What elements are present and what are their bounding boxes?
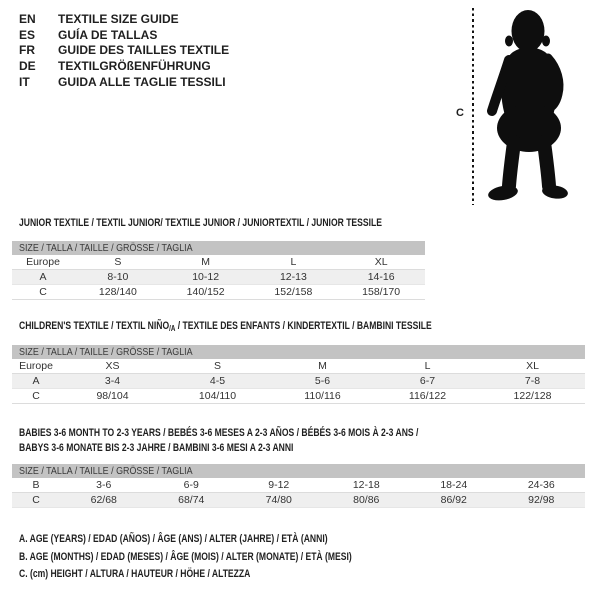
size-cell: XS [60,359,165,374]
size-header-text: SIZE / TALLA / TAILLE / GRÖSSE / TAGLIA [19,242,193,254]
size-cell: 12-18 [323,478,411,493]
table-row [12,493,585,508]
size-header-row [12,345,585,359]
section-title-babies [19,426,531,456]
row-label: B [12,478,60,493]
language-row-es [19,27,229,43]
table-row [12,270,425,285]
size-cell: 98/104 [60,389,165,404]
language-code: ES [19,27,36,42]
size-header-text: SIZE / TALLA / TAILLE / GRÖSSE / TAGLIA [19,465,193,477]
legend-text: A. AGE (YEARS) / EDAD (AÑOS) / ÂGE (ANS) / ALTER (JAHRE) / ETÀ (ANNI) [19,533,328,545]
legend-line-b [19,551,446,569]
title-subscript: /A [169,324,176,333]
size-cell: 24-36 [498,478,586,493]
size-cell: 6-9 [148,478,236,493]
language-label: GUÍA DE TALLAS [58,27,158,42]
size-cell: 18-24 [410,478,498,493]
language-code: EN [19,11,36,26]
size-header-bar [12,345,585,359]
section-title-text [19,320,432,335]
size-header-text: SIZE / TALLA / TAILLE / GRÖSSE / TAGLIA [19,346,193,358]
size-cell: 116/122 [375,389,480,404]
children-size-table [12,345,585,404]
title-part: CHILDREN'S TEXTILE / TEXTIL NIÑO [19,320,170,332]
table-row [12,374,585,389]
row-label: C [12,285,74,300]
size-cell: 7-8 [480,374,585,389]
size-cell: 158/170 [337,285,425,300]
size-cell: 128/140 [74,285,162,300]
size-cell: 152/158 [250,285,338,300]
baby-silhouette-icon [478,0,588,205]
size-cell: 140/152 [162,285,250,300]
language-label: TEXTILE SIZE GUIDE [58,11,179,26]
language-label: GUIDE DES TAILLES TEXTILE [58,43,230,58]
size-cell: XL [337,255,425,270]
size-cell: 3-6 [60,478,148,493]
size-cell: L [250,255,338,270]
row-label: Europe [12,359,60,374]
size-cell: L [375,359,480,374]
section-title-junior [19,217,484,229]
title-part: / TEXTILE DES ENFANTS / KINDERTEXTIL / BAMBINI TESSILE [175,320,432,332]
size-cell: 3-4 [60,374,165,389]
language-code: FR [19,43,35,58]
size-cell: 74/80 [235,493,323,508]
size-cell: 6-7 [375,374,480,389]
size-cell: 86/92 [410,493,498,508]
language-row-fr [19,42,229,58]
language-label: TEXTILGRÖßENFÜHRUNG [58,58,211,73]
legend-text: C. (cm) HEIGHT / ALTURA / HAUTEUR / HÖHE / ALTEZZA [19,568,251,580]
row-label: C [12,493,60,508]
row-label: A [12,270,74,285]
size-cell: 14-16 [337,270,425,285]
language-row-de [19,58,229,74]
language-label: GUIDA ALLE TAGLIE TESSILI [58,74,226,89]
size-cell: 62/68 [60,493,148,508]
size-cell: 12-13 [250,270,338,285]
size-cell: 5-6 [270,374,375,389]
babies-size-table [12,464,585,508]
size-cell: M [270,359,375,374]
row-label: C [12,389,60,404]
language-row-en [19,11,229,27]
table-row [12,285,425,300]
row-label: A [12,374,60,389]
size-cell: XL [480,359,585,374]
table-row [12,389,585,404]
size-cell: M [162,255,250,270]
size-header-bar [12,464,585,478]
language-list [19,11,229,89]
size-cell: 122/128 [480,389,585,404]
section-title-text: JUNIOR TEXTILE / TEXTIL JUNIOR/ TEXTILE JUNIOR / JUNIORTEXTIL / JUNIOR TESSILE [19,217,382,229]
legend-text: B. AGE (MONTHS) / EDAD (MESES) / ÂGE (MOIS) / ALTER (MONATE) / ETÀ (MESI) [19,550,352,563]
table-row [12,359,585,374]
table-row [12,255,425,270]
size-cell: 80/86 [323,493,411,508]
size-cell: 104/110 [165,389,270,404]
size-cell: 110/116 [270,389,375,404]
size-cell: 4-5 [165,374,270,389]
language-code: DE [19,58,36,73]
size-cell: 8-10 [74,270,162,285]
section-title-line1: BABIES 3-6 MONTH TO 2-3 YEARS / BEBÉS 3-6 MESES A 2-3 AÑOS / BÉBÉS 3-6 MOIS À 2-3 ANS / [19,427,419,439]
legend-line-a [19,533,446,551]
language-row-it [19,74,229,90]
table-row [12,478,585,493]
size-cell: 92/98 [498,493,586,508]
height-measure-dotted-line [472,8,474,205]
size-cell: S [74,255,162,270]
measurement-legend [19,533,446,586]
size-cell: S [165,359,270,374]
size-cell: 68/74 [148,493,236,508]
row-label: Europe [12,255,74,270]
size-header-bar [12,241,425,255]
height-label-c: C [456,107,464,119]
size-cell: 10-12 [162,270,250,285]
section-title-line2: BABYS 3-6 MONATE BIS 2-3 JAHRE / BAMBINI 3-6 MESI A 2-3 ANNI [19,442,294,455]
junior-size-table [12,241,425,300]
legend-line-c [19,568,446,586]
size-header-row [12,464,585,478]
size-cell: 9-12 [235,478,323,493]
language-code: IT [19,74,30,89]
section-title-children [19,320,548,335]
size-header-row [12,241,425,255]
